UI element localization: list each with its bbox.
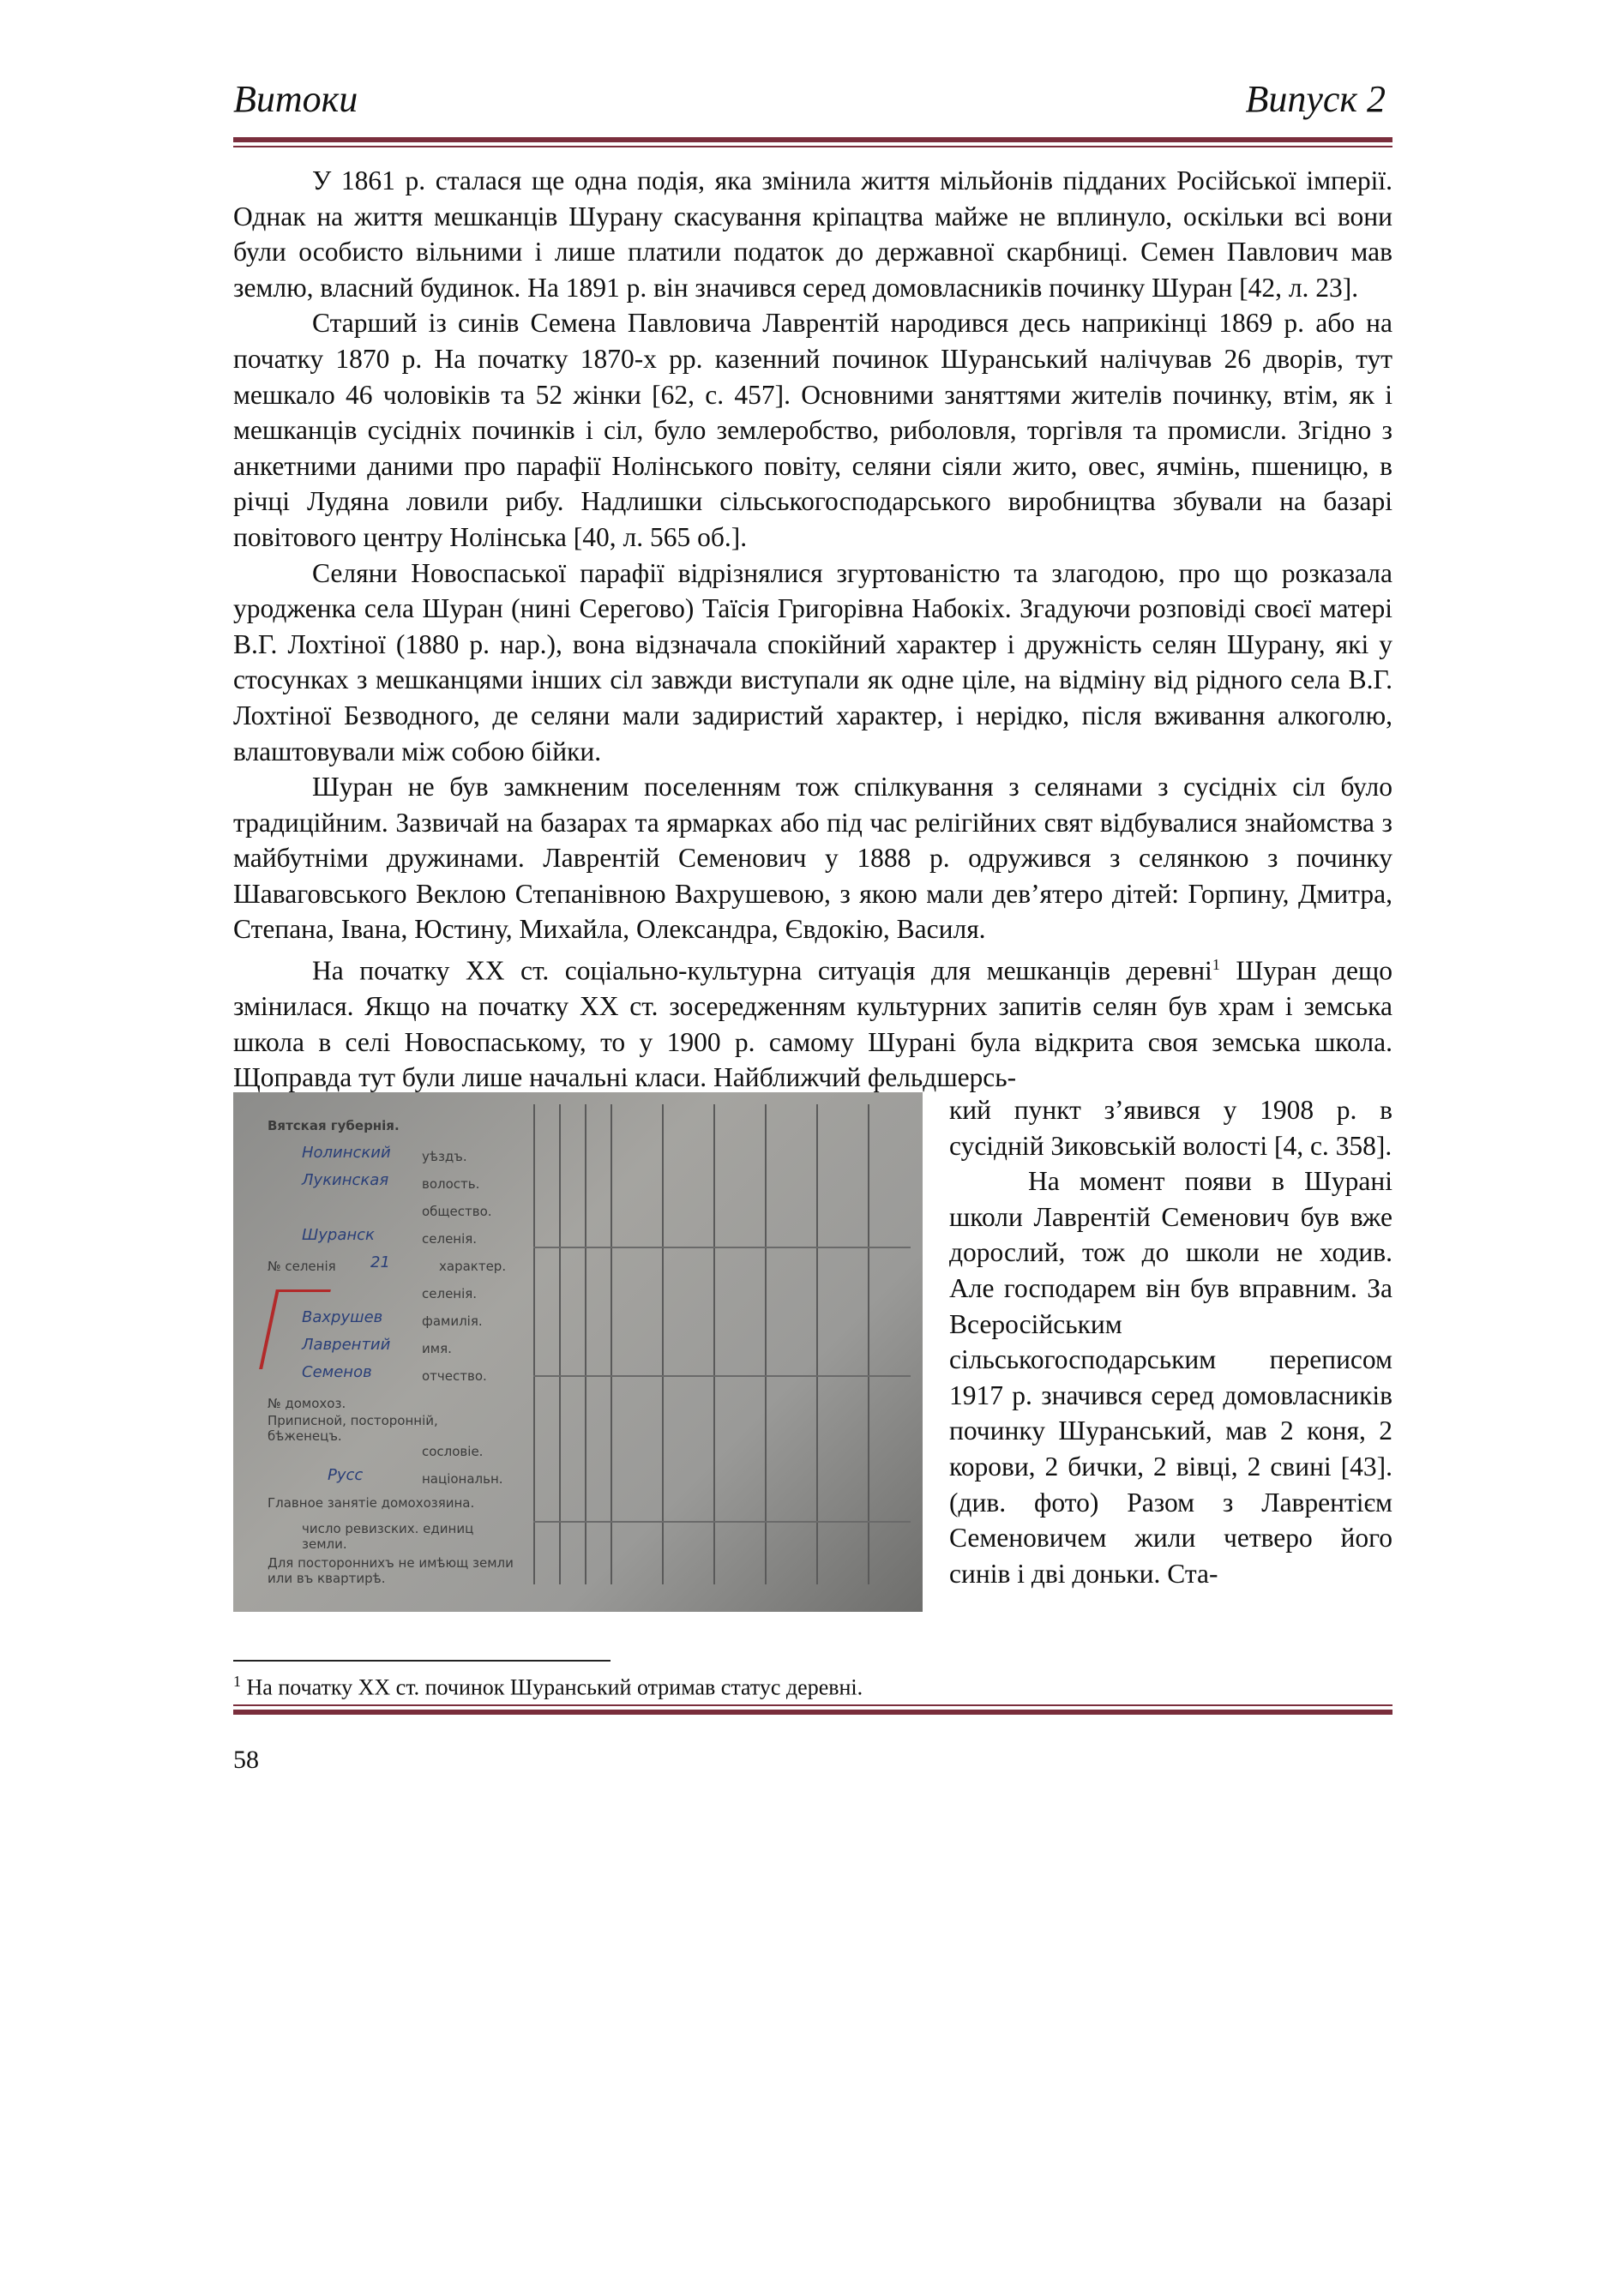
paragraph-1: У 1861 р. сталася ще одна подія, яка змінила життя мільйонів підданих Російської імперії. Однак на життя мешканців Шурану скасування кріпацтва майже не вплинуло, оскільки всі вони були особисто вільними і лише платили податок до державної скарбниці. Семен Павлович мав землю, власний будинок. На 1891 р. він значився серед домовласників починку Шуран [42, л. 23]. [233,165,1392,303]
photo-grid-line [533,1521,911,1523]
photo-grid-line [713,1104,715,1584]
side-text [949,1092,1392,1591]
photo-label: общество. [422,1204,492,1219]
photo-label: число ревизских. единиц земли. [302,1521,474,1552]
photo-label: селенія. [422,1231,478,1247]
photo-label: фамилія. [422,1313,483,1329]
photo-grid-line [533,1375,911,1377]
photo-label: № домохоз. [268,1396,346,1411]
header-rule-thin [233,146,1392,147]
photo-grid-line [816,1104,818,1584]
photo-grid-line [662,1104,664,1584]
handwritten-entry: Русс [328,1466,364,1484]
paragraph-5-start: На початку XX ст. соціально-культурна ситуація для мешканців деревні [312,955,1212,986]
photo-label: Для постороннихъ не имѣющ земли или въ квартирѣ. [268,1555,514,1586]
issue-label: Випуск 2 [1245,78,1386,120]
main-text [233,163,1392,1096]
paragraph-5 [233,947,1392,1096]
photo-grid-line [611,1104,612,1584]
footnote-mark: 1 [233,1673,241,1690]
photo-grid-line [585,1104,586,1584]
paragraph-6: На момент появи в Шурані школи Лаврентій Семенович був вже дорослий, тож до школи не ходив. Але господарем він був вправним. За Всеросійським сільськогосподарським переписом 1917 р. значився серед домовласників починку Шуранський, мав 2 коня, 2 корови, 2 бички, 2 вівці, 2 свині [43]. (див. фото) Разом з Лаврентієм Семеновичем жили четверо його синів і дві доньки. Ста- [949,1166,1392,1589]
footnote-separator [233,1660,611,1662]
photo-label: № селенія [268,1259,336,1274]
paragraph-3: Селяни Новоспаської парафії відрізнялися згуртованістю та злагодою, про що розказала уродженка села Шуран (нині Серегово) Таїсія Григорівна Набокіх. Згадуючи розповіді своєї матері В.Г. Лохтіної (1880 р. нар.), вона відзначала спокійний характер і дружність селян Шурану, які у стосунках з мешканцями інших сіл завжди виступали як одне ціле, на відміну від рідного села В.Г. Лохтіної Безводного, де селяни мали задиристий характер, і нерідко, після вживання алкоголю, влаштовували між собою бійки. [233,557,1392,766]
paragraph-5-end: кий пункт з’явився у 1908 р. в сусідній Зиковській волості [4, с. 358]. [949,1095,1392,1161]
photo-label: сословіе. [422,1444,484,1459]
photo-grid-line [765,1104,767,1584]
photo-label: характер. [439,1259,507,1274]
header-rule-thick [233,137,1392,142]
footer-rule-thin [233,1704,1392,1706]
handwritten-entry: Нолинский [302,1144,391,1162]
paragraph-4: Шуран не був замкненим поселенням тож спілкування з селянами з сусідніх сіл було традиційним. Зазвичай на базарах та ярмарках або під час релігійних свят відбувалися знайомства з майбутніми дружинами. Лаврентій Семенович у 1888 р. одружився з селянкою з починку Шаваговського Веклою Степанівною Вахрушевою, з якою мали дев’ятеро дітей: Горпину, Дмитра, Степана, Івана, Юстину, Михайла, Олександра, Євдокію, Василя. [233,772,1392,945]
handwritten-entry: Вахрушев [302,1308,383,1326]
photo-label: волость. [422,1176,480,1192]
handwritten-entry: Шуранск [302,1226,375,1244]
photo-label: селенія. [422,1286,478,1301]
footnote-ref[interactable]: 1 [1212,956,1220,974]
photo-grid-line [533,1104,535,1584]
handwritten-entry: Лукинская [302,1171,389,1189]
photo-grid-line [868,1104,869,1584]
paragraph-2: Старший із синів Семена Павловича Лаврентій народився десь наприкінці 1869 р. або на початку 1870 р. На початку 1870-х рр. казенний починок Шуранський налічував 26 дворів, тут мешкало 46 чоловіків та 52 жінки [62, с. 457]. Основними заняттями жителів починку, втім, як і мешканців сусідніх починків і сіл, було землеробство, риболовля, торгівля та промисли. Згідно з анкетними даними про парафії Нолінського повіту, селяни сіяли жито, овес, ячмінь, пшеницю, в річці Лудяна ловили рибу. Надлишки сільськогосподарського виробництва збували на базарі повітового центру Нолінська [40, л. 565 об.]. [233,308,1392,552]
photo-label: Главное занятіе домохозяина. [268,1495,475,1511]
photo-label: отчество. [422,1368,487,1384]
photo-label: уѣздъ. [422,1149,467,1164]
handwritten-entry: Лаврентий [302,1336,391,1354]
photo-label: Приписной, посторонній, бѣженецъ. [268,1413,438,1444]
photo-label: національн. [422,1471,503,1487]
photo-with-text [233,1092,1392,1612]
journal-title: Витоки [233,78,358,120]
census-document-photo [233,1092,923,1612]
footnote [233,1667,1392,1703]
footnote-text: На початку XX ст. починок Шуранський отримав статус деревні. [241,1674,863,1700]
page-number: 58 [233,1746,259,1774]
photo-label: Вятская губернія. [268,1118,400,1133]
paragraph-5-cont: Шуран дещо змінилася. Якщо на початку XX ст. зосередженням культурних запитів селян був храм і земська школа в селі Новоспаському, то у 1900 р. самому Шурані була відкрита своя земська школа. Щоправда тут були лише начальні класи. Найближчий фельдшерсь- [233,955,1392,1093]
photo-grid-line [559,1104,561,1584]
handwritten-entry: 21 [370,1253,390,1271]
photo-label: имя. [422,1341,452,1356]
handwritten-entry: Семенов [302,1363,372,1381]
photo-grid-line [533,1247,911,1248]
footer-rule-thick [233,1710,1392,1715]
